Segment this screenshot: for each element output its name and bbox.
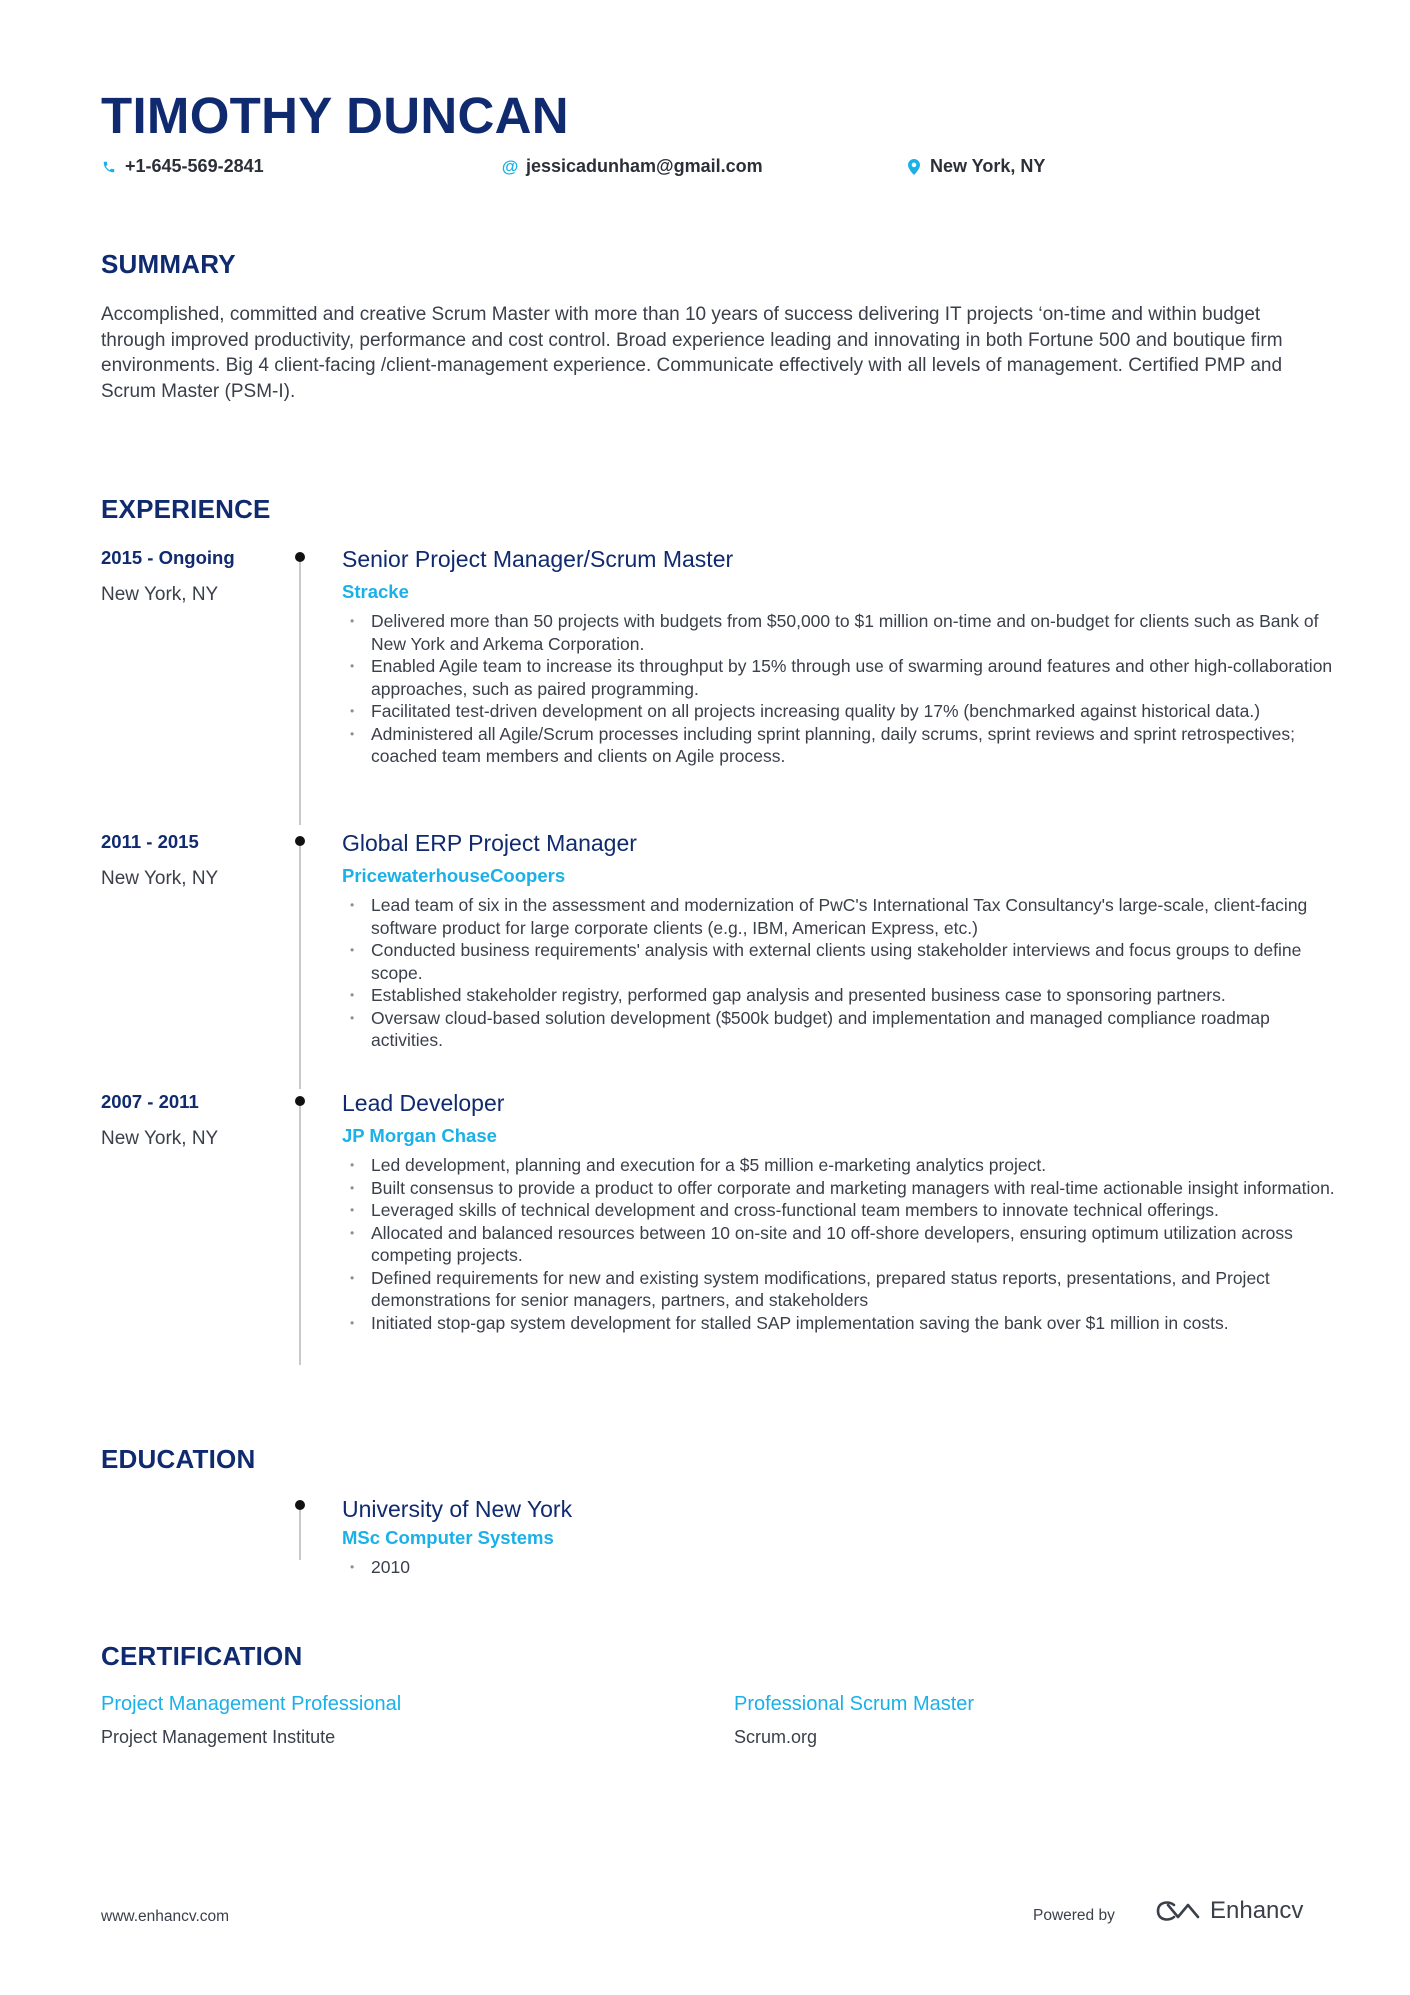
- footer-url[interactable]: www.enhancv.com: [101, 1908, 230, 1925]
- list-item: • Facilitated test-driven development on all projects increasing quality by 17% (benchmarked against historical data.): [342, 700, 1342, 723]
- candidate-name: TIMOTHY DUNCAN: [101, 87, 569, 144]
- company-name: Stracke: [342, 581, 409, 602]
- timeline-dot: [295, 1500, 305, 1510]
- company-name: JP Morgan Chase: [342, 1125, 497, 1146]
- job-dates: 2011 - 2015: [101, 831, 199, 852]
- job-bullets: [342, 610, 1342, 768]
- certification-heading: CERTIFICATION: [101, 1641, 303, 1671]
- contact-location: [906, 156, 1045, 177]
- job-title: Lead Developer: [342, 1090, 505, 1116]
- list-item: • 2010: [342, 1556, 1342, 1579]
- job-location: New York, NY: [101, 868, 219, 889]
- list-item: • Administered all Agile/Scrum processes including sprint planning, daily scrums, sprint reviews and sprint retrospectives; coached team members and clients on Agile process.: [342, 723, 1342, 768]
- powered-by-label: Powered by: [1033, 1907, 1115, 1924]
- company-name: PricewaterhouseCoopers: [342, 865, 566, 886]
- list-item: • Led development, planning and execution for a $5 million e-marketing analytics project.: [342, 1154, 1342, 1177]
- list-item: • Built consensus to provide a product to offer corporate and marketing managers with real-time actionable insight information.: [342, 1177, 1342, 1200]
- list-item: • Leveraged skills of technical development and cross-functional team members to innovate technical offerings.: [342, 1199, 1342, 1222]
- summary-text: Accomplished, committed and creative Scrum Master with more than 10 years of success delivering IT projects ‘on-time and within budget through improved productivity, performance and cost control. Broad experience leading and innovating in both Fortune 500 and boutique firm environments. Big 4 client-facing /client-management experience. Communicate effectively with all levels of management. Certified PMP and Scrum Master (PSM-I).: [101, 304, 1283, 402]
- degree-name: MSc Computer Systems: [342, 1527, 554, 1548]
- contact-email: [502, 156, 763, 177]
- phone-icon: [101, 158, 117, 176]
- brand-name: Enhancv: [1210, 1897, 1304, 1924]
- at-icon: @: [501, 156, 519, 176]
- location-text: New York, NY: [930, 156, 1046, 176]
- enhancv-logo-icon: [1154, 1899, 1202, 1923]
- timeline-dot: [295, 836, 305, 846]
- job-bullets: [342, 894, 1342, 1052]
- job-location: New York, NY: [101, 1128, 219, 1149]
- list-item: • Enabled Agile team to increase its throughput by 15% through use of swarming around features and other high-collaboration approaches, such as paired programming.: [342, 655, 1342, 700]
- education-bullets: [342, 1556, 1342, 1579]
- contact-phone: [101, 156, 264, 177]
- certification-issuer: Project Management Institute: [101, 1727, 336, 1747]
- job-location: New York, NY: [101, 584, 219, 605]
- list-item: • Oversaw cloud-based solution development ($500k budget) and implementation and managed compliance roadmap activities.: [342, 1007, 1342, 1052]
- school-name: University of New York: [342, 1496, 573, 1522]
- list-item: • Defined requirements for new and existing system modifications, prepared status reports, presentations, and Project demonstrations for senior managers, partners, and stakeholders: [342, 1267, 1342, 1312]
- list-item: • Lead team of six in the assessment and modernization of PwC's International Tax Consultancy's large-scale, client-facing software product for large corporate clients (e.g., IBM, American Express, etc.): [342, 894, 1342, 939]
- list-item: • Established stakeholder registry, performed gap analysis and presented business case to sponsoring partners.: [342, 984, 1342, 1007]
- timeline-dot: [295, 552, 305, 562]
- experience-heading: EXPERIENCE: [101, 494, 271, 524]
- timeline-line: [299, 1101, 301, 1365]
- certification-name: Project Management Professional: [101, 1693, 402, 1715]
- timeline-line: [299, 1505, 301, 1560]
- list-item: • Initiated stop-gap system development for stalled SAP implementation saving the bank over $1 million in costs.: [342, 1312, 1342, 1335]
- enhancv-brand[interactable]: [1154, 1897, 1303, 1925]
- email-address: jessicadunham@gmail.com: [526, 156, 763, 176]
- list-item: • Conducted business requirements' analysis with external clients using stakeholder interviews and focus groups to define scope.: [342, 939, 1342, 984]
- education-heading: EDUCATION: [101, 1444, 256, 1474]
- timeline-dot: [295, 1096, 305, 1106]
- map-pin-icon: [906, 158, 922, 176]
- job-dates: 2015 - Ongoing: [101, 547, 235, 568]
- job-bullets: [342, 1154, 1342, 1334]
- phone-number: +1-645-569-2841: [125, 156, 264, 176]
- list-item: • Delivered more than 50 projects with budgets from $50,000 to $1 million on-time and on-budget for clients such as Bank of New York and Arkema Corporation.: [342, 610, 1342, 655]
- summary-heading: SUMMARY: [101, 249, 236, 279]
- certification-issuer: Scrum.org: [734, 1727, 818, 1747]
- certification-name: Professional Scrum Master: [734, 1693, 975, 1715]
- job-title: Senior Project Manager/Scrum Master: [342, 546, 734, 572]
- list-item: • Allocated and balanced resources between 10 on-site and 10 off-shore developers, ensuring optimum utilization across competing projects.: [342, 1222, 1342, 1267]
- timeline-line: [299, 841, 301, 1089]
- job-dates: 2007 - 2011: [101, 1091, 199, 1112]
- job-title: Global ERP Project Manager: [342, 830, 637, 856]
- timeline-line: [299, 556, 301, 825]
